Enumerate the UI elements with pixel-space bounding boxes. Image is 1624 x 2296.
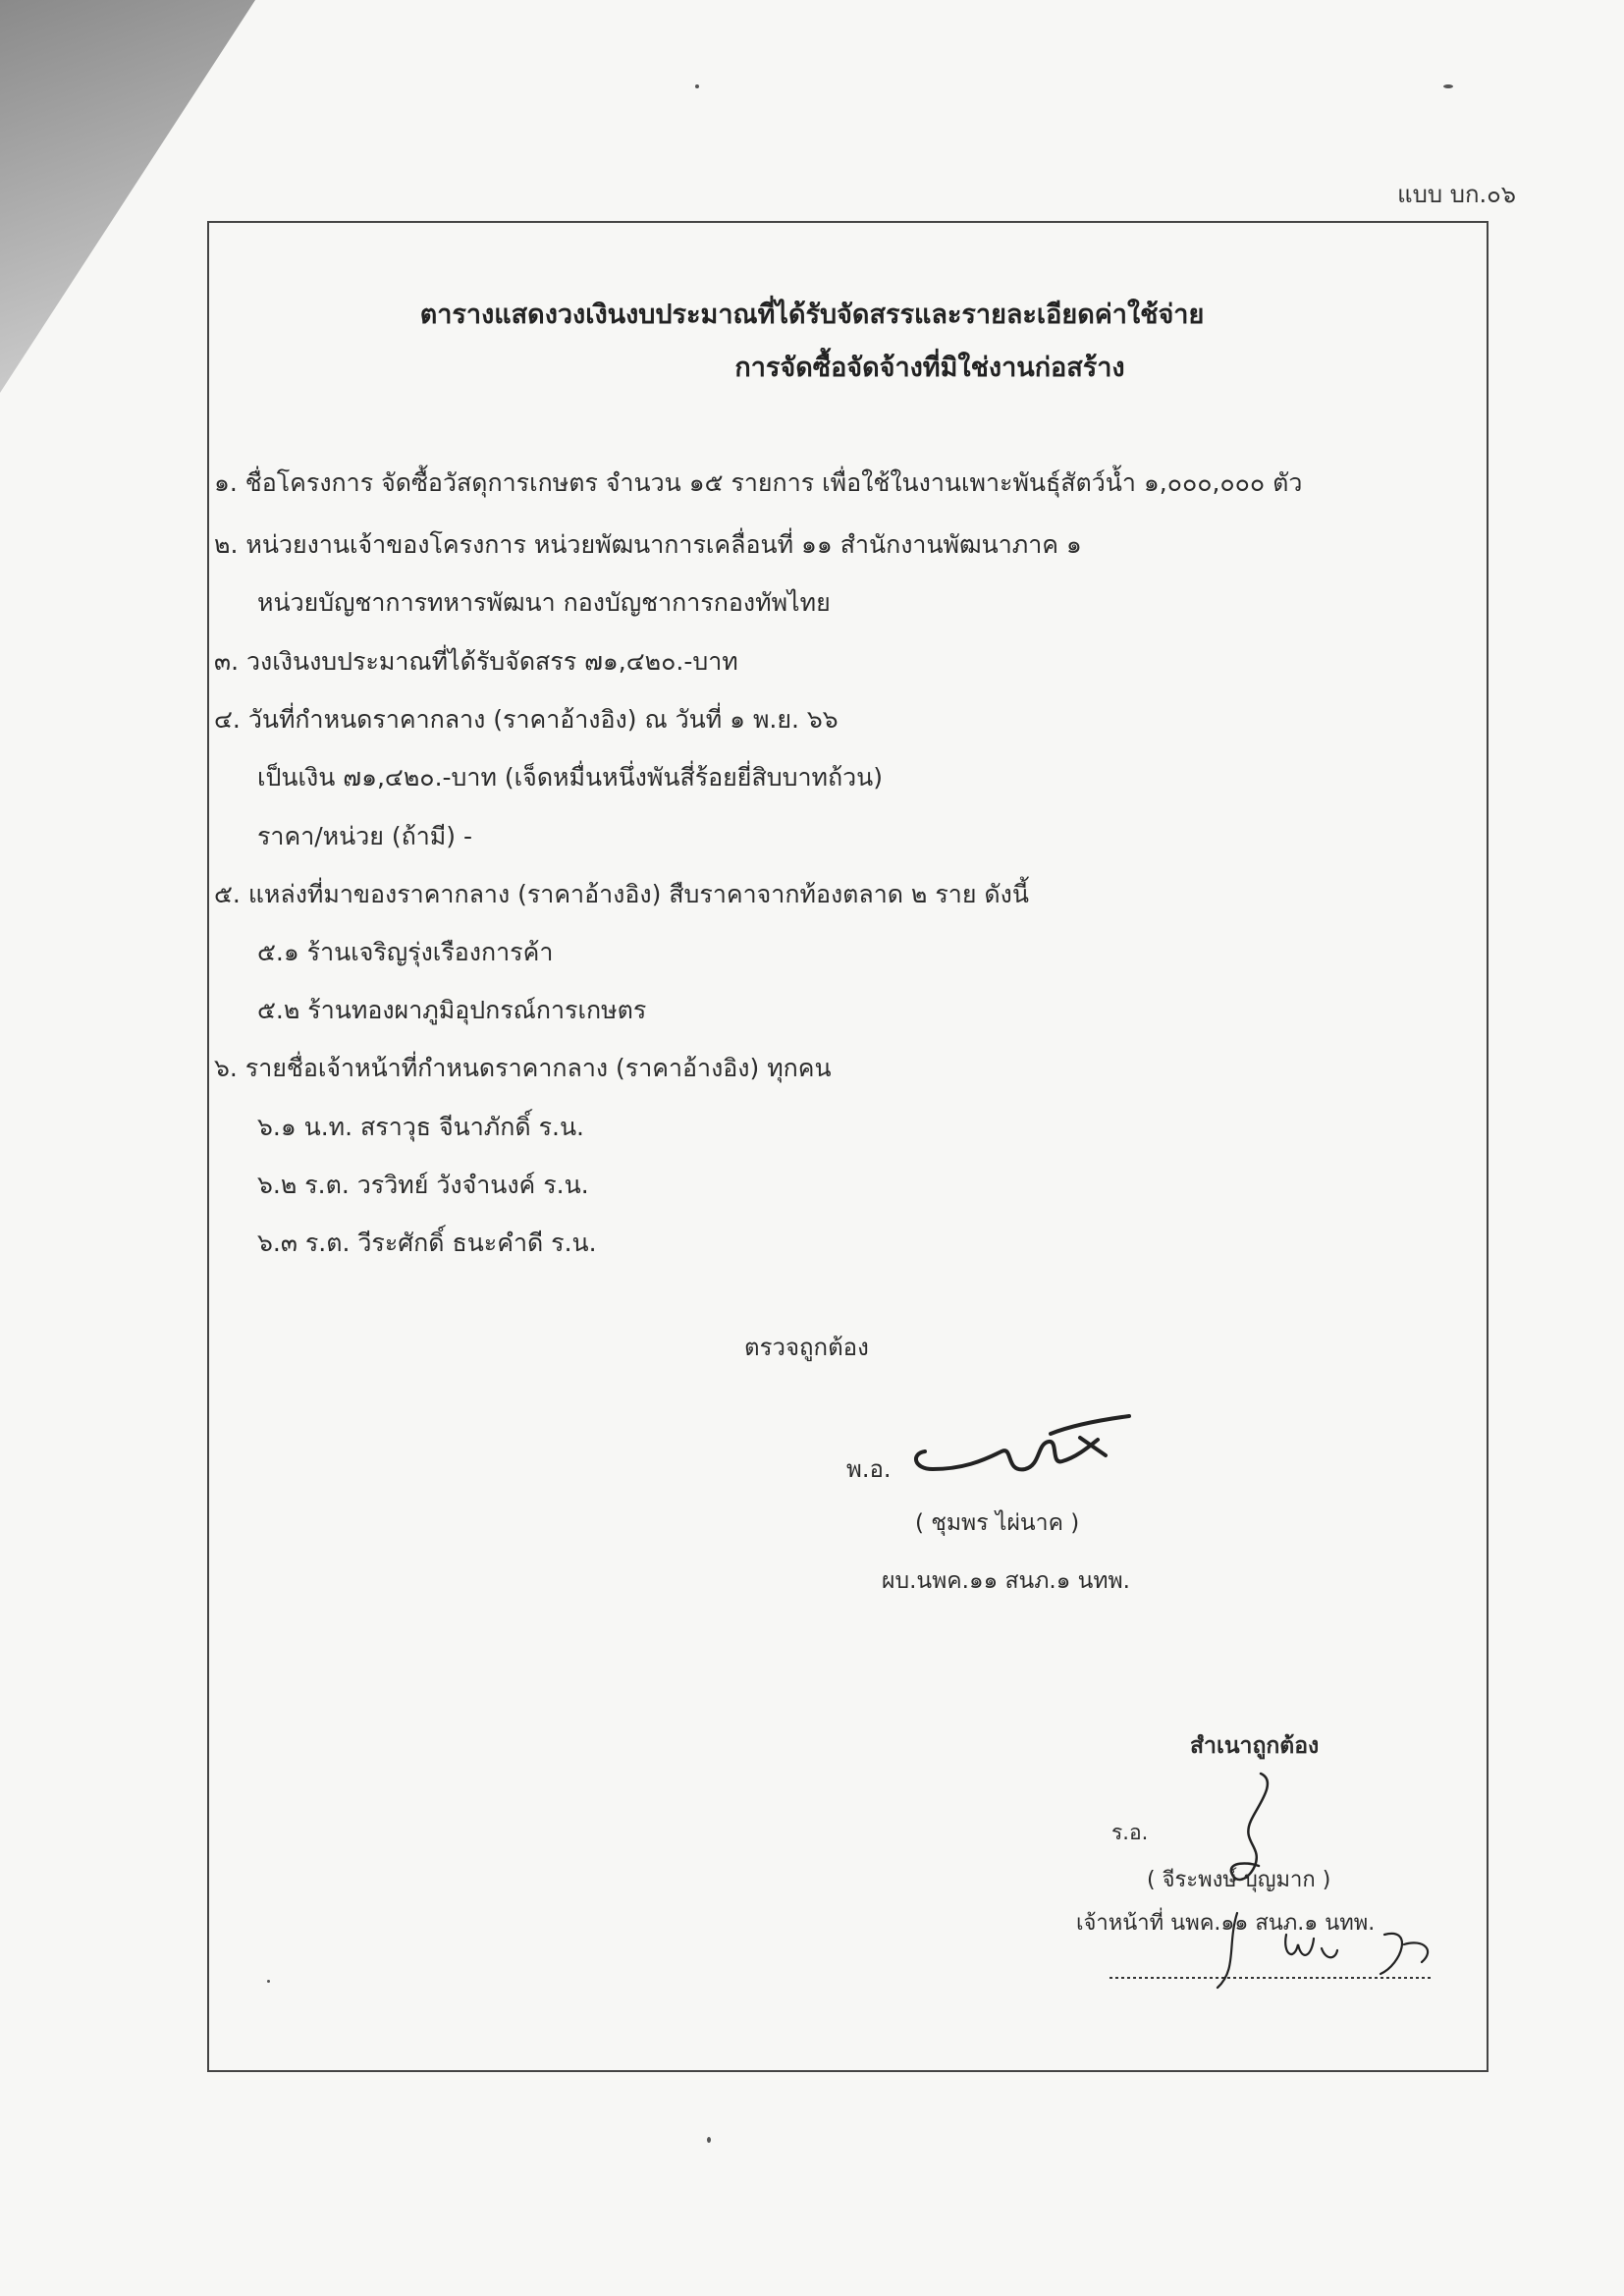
item-1-project-name: ๑. ชื่อโครงการ จัดซื้อวัสดุการเกษตร จำนวน ๑๕ รายการ เพื่อใช้ในงานเพาะพันธุ์สัตว์น้ำ ๑,๐๐๐,๐๐๐ ตัว bbox=[214, 468, 1303, 497]
item-4-unit-price: ราคา/หน่วย (ถ้ามี) - bbox=[257, 822, 472, 850]
verify-label: ตรวจถูกต้อง bbox=[744, 1334, 869, 1361]
item-6-1-member: ๖.๑ น.ท. สราวุธ จีนาภักดิ์ ร.น. bbox=[257, 1113, 584, 1141]
item-2-owner-unit-cont: หน่วยบัญชาการทหารพัฒนา กองบัญชาการกองทัพไทย bbox=[257, 588, 831, 617]
item-5-price-source: ๕. แหล่งที่มาของราคากลาง (ราคาอ้างอิง) สืบราคาจากท้องตลาด ๒ ราย ดังนี้ bbox=[214, 880, 1029, 908]
item-5-1-shop: ๕.๑ ร้านเจริญรุ่งเรืองการค้า bbox=[257, 938, 554, 966]
item-6-committee: ๖. รายชื่อเจ้าหน้าที่กำหนดราคากลาง (ราคาอ้างอิง) ทุกคน bbox=[214, 1054, 832, 1082]
item-6-2-member: ๖.๒ ร.ต. วรวิทย์ วังจำนงค์ ร.น. bbox=[257, 1171, 589, 1199]
verify-position: ผบ.นพค.๑๑ สนภ.๑ นทพ. bbox=[882, 1568, 1130, 1594]
item-3-budget: ๓. วงเงินงบประมาณที่ได้รับจัดสรร ๗๑,๔๒๐.-บาท bbox=[214, 647, 738, 676]
scan-speck bbox=[267, 1980, 270, 1983]
copy-cert-name: ( จีระพงษ์ บุญมาก ) bbox=[1147, 1868, 1331, 1892]
item-5-2-shop: ๕.๒ ร้านทองผาภูมิอุปกรณ์การเกษตร bbox=[257, 996, 647, 1024]
verify-name: ( ชุมพร ไผ่นาค ) bbox=[915, 1510, 1080, 1536]
copy-cert-date-handwriting bbox=[1090, 1905, 1453, 1994]
item-6-3-member: ๖.๓ ร.ต. วีระศักดิ์ ธนะคำดี ร.น. bbox=[257, 1229, 597, 1257]
document-title: ตารางแสดงวงเงินงบประมาณที่ได้รับจัดสรรและรายละเอียดค่าใช้จ่าย bbox=[419, 300, 1205, 330]
item-4-reference-date: ๔. วันที่กำหนดราคากลาง (ราคาอ้างอิง) ณ วันที่ ๑ พ.ย. ๖๖ bbox=[214, 705, 839, 734]
copy-cert-label: สำเนาถูกต้อง bbox=[1190, 1733, 1320, 1759]
copy-cert-position: เจ้าหน้าที่ นพค.๑๑ สนภ.๑ นทพ. bbox=[1076, 1911, 1376, 1936]
scan-speck bbox=[707, 2137, 711, 2143]
document-subtitle: การจัดซื้อจัดจ้างที่มิใช่งานก่อสร้าง bbox=[734, 353, 1125, 383]
copy-cert-rank: ร.อ. bbox=[1111, 1821, 1149, 1844]
verify-signature bbox=[903, 1404, 1139, 1493]
scan-speck bbox=[1443, 84, 1453, 88]
form-code: แบบ บก.๐๖ bbox=[1397, 181, 1516, 208]
verify-rank: พ.อ. bbox=[846, 1455, 892, 1483]
item-4-amount: เป็นเงิน ๗๑,๔๒๐.-บาท (เจ็ดหมื่นหนึ่งพันสี่ร้อยยี่สิบบาทถ้วน) bbox=[257, 763, 883, 792]
scan-speck bbox=[695, 84, 699, 88]
item-2-owner-unit: ๒. หน่วยงานเจ้าของโครงการ หน่วยพัฒนาการเคลื่อนที่ ๑๑ สำนักงานพัฒนาภาค ๑ bbox=[214, 530, 1082, 559]
